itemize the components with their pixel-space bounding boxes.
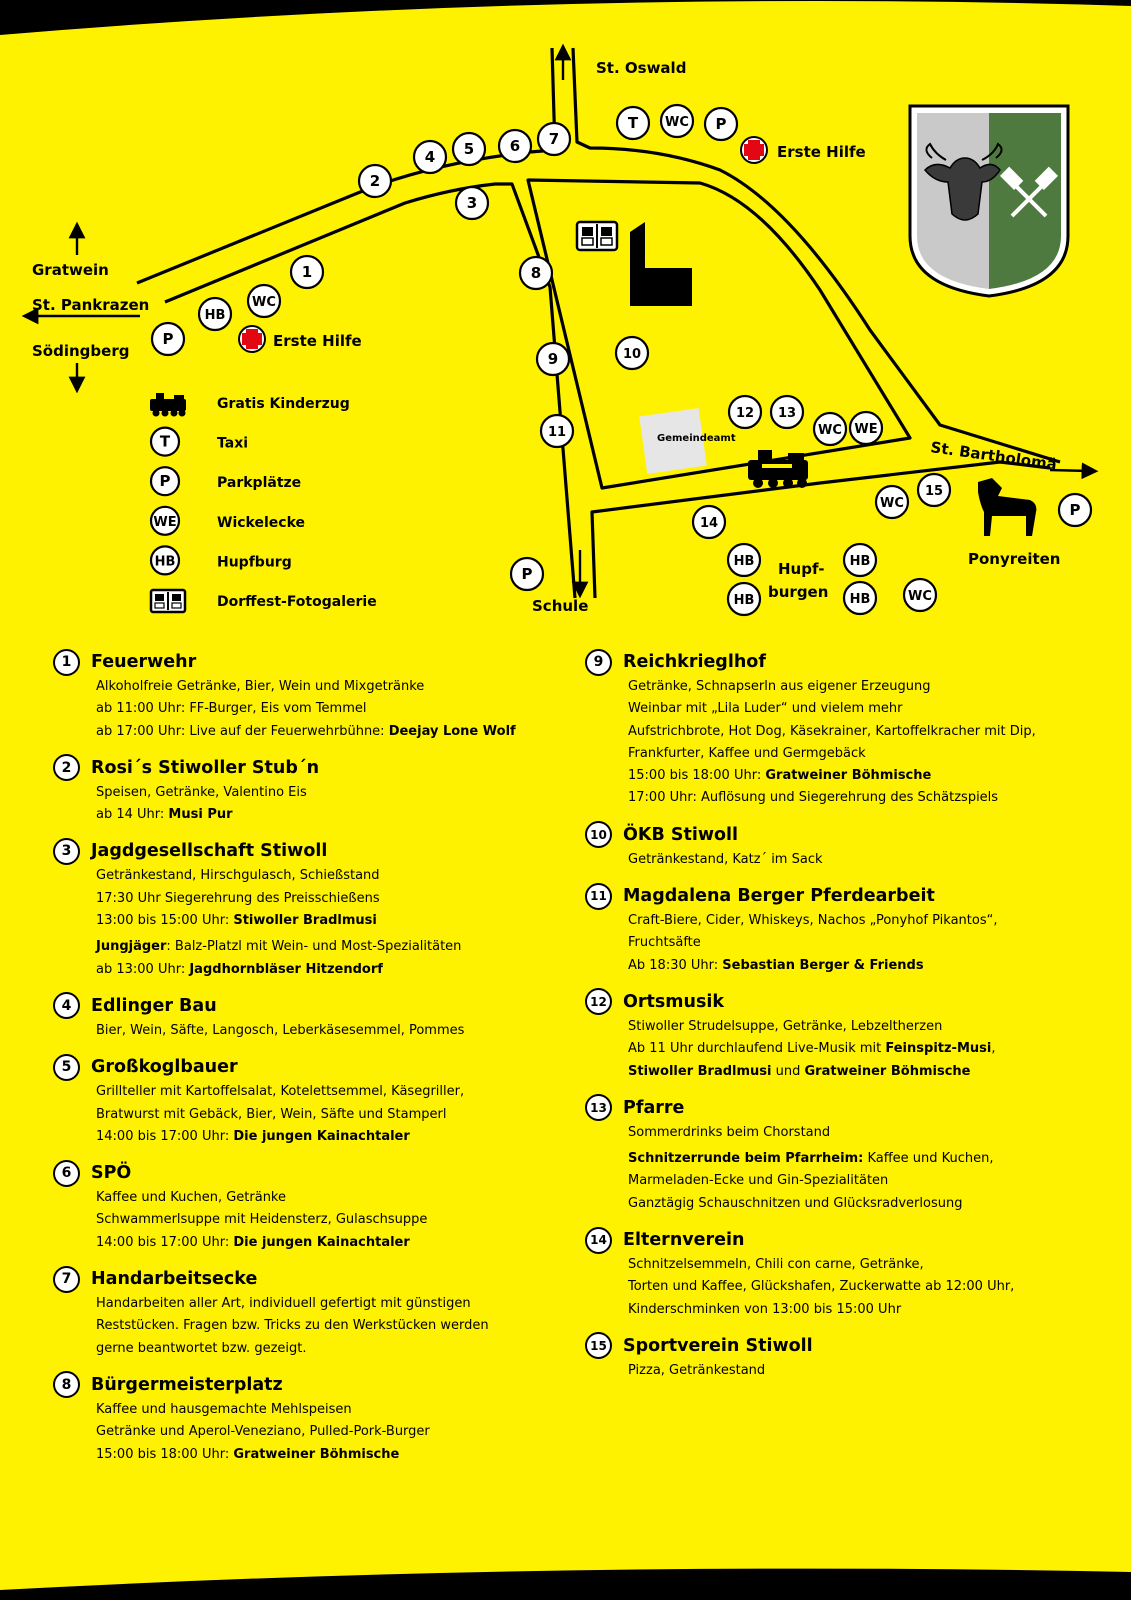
- station-number-badge: 2: [53, 754, 80, 781]
- description-line: [628, 1254, 1036, 1276]
- station-number-badge: 7: [53, 1266, 80, 1293]
- plain-text: Stiwoller Strudelsuppe, Getränke, Lebzeltherzen: [628, 1018, 943, 1034]
- plain-text: Ab 18:30 Uhr:: [628, 957, 723, 973]
- description-line: [96, 1104, 516, 1126]
- legend-label-1: Taxi: [217, 435, 249, 452]
- plain-text: Kaffee und Kuchen,: [863, 1151, 994, 1167]
- plain-text: ,: [991, 1041, 996, 1057]
- wc-marker-text: WC: [818, 423, 842, 438]
- highlight-text: Musi Pur: [168, 807, 233, 823]
- plain-text: Bier, Wein, Säfte, Langosch, Leberkäsesemmel, Pommes: [96, 1022, 465, 1038]
- wickelecke-marker-text: WE: [854, 422, 878, 437]
- plain-text: Torten und Kaffee, Glückshafen, Zuckerwatte ab 12:00 Uhr,: [628, 1279, 1015, 1295]
- description-line: [96, 1126, 516, 1148]
- station-title: Jagdgesellschaft Stiwoll: [91, 841, 328, 862]
- description-line: [628, 1170, 1036, 1192]
- station-marker-2: [359, 165, 391, 197]
- first-aid-cross-icon: [239, 326, 265, 352]
- station-number-badge: 12: [585, 988, 612, 1015]
- hupfburg-marker: [728, 583, 760, 615]
- gemeindeamt-label: Gemeindeamt: [657, 433, 736, 444]
- plain-text: Pizza, Getränkestand: [628, 1362, 766, 1378]
- highlight-text: Gratweiner Böhmische: [765, 768, 932, 784]
- description-line: [96, 888, 516, 910]
- station-title: Reichkrieglhof: [623, 652, 766, 672]
- wc-marker: [876, 486, 908, 518]
- description-line: [628, 1061, 1036, 1083]
- hupfburg-marker-text: HB: [849, 554, 871, 569]
- station-entry-2: [53, 754, 516, 827]
- highlight-text: Stiwoller Bradlmusi: [628, 1063, 772, 1079]
- station-marker-12: [729, 396, 761, 428]
- station-number-badge: 15: [585, 1332, 612, 1359]
- station-header: [585, 988, 1036, 1016]
- station-marker-15: [918, 474, 950, 506]
- parking-marker-text: P: [521, 565, 533, 583]
- parking-marker-text: P: [162, 330, 174, 348]
- description-line: [628, 1299, 1036, 1321]
- legend-hb-marker-text: HB: [154, 554, 176, 570]
- plain-text: Schwammerlsuppe mit Heidensterz, Gulaschsuppe: [96, 1212, 428, 1228]
- station-header: [53, 1265, 516, 1293]
- station-title: Handarbeitsecke: [91, 1269, 258, 1290]
- hupfburgen-label-1: Hupf-: [778, 560, 825, 578]
- description-line: [628, 849, 1036, 871]
- station-number-badge: 8: [53, 1371, 80, 1398]
- station-marker-12-text: 12: [735, 406, 755, 421]
- station-header: [53, 992, 516, 1020]
- hupfburgen-label-2: burgen: [768, 583, 829, 601]
- station-number-badge: 3: [53, 838, 80, 865]
- plain-text: 15:00 bis 18:00 Uhr:: [628, 768, 766, 784]
- description-line: [628, 955, 1036, 977]
- wc-marker-text: WC: [880, 496, 904, 511]
- highlight-text: Deejay Lone Wolf: [388, 723, 516, 739]
- station-marker-13: [771, 396, 803, 428]
- station-description: [96, 1081, 516, 1148]
- station-entry-7: [53, 1265, 516, 1360]
- plain-text: Kaffee und hausgemachte Mehlspeisen: [96, 1401, 352, 1417]
- station-description: [628, 910, 1036, 977]
- parking-marker: [511, 558, 543, 590]
- station-number-badge: 5: [53, 1054, 80, 1081]
- legend-we-marker: [151, 507, 179, 535]
- wickelecke-marker: [850, 412, 882, 444]
- parking-marker-text: P: [1069, 501, 1081, 519]
- parking-marker: [1059, 494, 1091, 526]
- description-line: [96, 1209, 516, 1231]
- station-description: [96, 1187, 516, 1254]
- description-line: [96, 910, 516, 932]
- station-title: Edlinger Bau: [91, 995, 217, 1016]
- description-line: [96, 1315, 516, 1337]
- station-header: [53, 754, 516, 782]
- parking-marker-text: P: [715, 115, 727, 133]
- legend-label-0: Gratis Kinderzug: [217, 396, 350, 412]
- station-entry-1: [53, 648, 516, 743]
- station-title: Ortsmusik: [623, 991, 725, 1012]
- plain-text: 17:00 Uhr: Auflösung und Siegerehrung des Schätzspiels: [628, 790, 999, 806]
- description-line: [96, 1293, 516, 1315]
- station-marker-8: [520, 257, 552, 289]
- station-description: [96, 1020, 516, 1042]
- wc-marker: [248, 285, 280, 317]
- legend-we-marker-text: WE: [153, 514, 177, 530]
- taxi-marker-text: T: [627, 114, 639, 132]
- station-marker-4-text: 4: [424, 148, 436, 166]
- highlight-text: Jagdhornbläser Hitzendorf: [189, 961, 383, 977]
- plain-text: 13:00 bis 15:00 Uhr:: [96, 913, 234, 929]
- wc-marker-text: WC: [908, 589, 932, 604]
- description-line: [96, 1187, 516, 1209]
- highlight-text: Feinspitz-Musi: [885, 1041, 992, 1057]
- hupfburg-marker-text: HB: [849, 592, 871, 607]
- station-title: Elternverein: [623, 1230, 745, 1251]
- plain-text: Getränkestand, Katz´ im Sack: [628, 851, 823, 867]
- legend-t-marker: [151, 428, 179, 456]
- station-marker-14-text: 14: [699, 516, 719, 531]
- plain-text: Fruchtsäfte: [628, 935, 701, 951]
- plain-text: Schnitzelsemmeln, Chili con carne, Getränke,: [628, 1257, 924, 1273]
- station-marker-3-text: 3: [466, 194, 478, 212]
- legend-hb-marker: [151, 546, 179, 574]
- description-line: [628, 721, 1036, 743]
- station-entry-10: [585, 821, 1036, 871]
- plain-text: ab 11:00 Uhr: FF-Burger, Eis vom Temmel: [96, 701, 367, 717]
- plain-text: Reststücken. Fragen bzw. Tricks zu den Werkstücken werden: [96, 1318, 489, 1334]
- wc-marker: [661, 105, 693, 137]
- plain-text: Ganztägig Schauschnitzen und Glücksradverlosung: [628, 1195, 963, 1211]
- station-entry-6: [53, 1159, 516, 1254]
- station-marker-10-text: 10: [622, 347, 642, 362]
- station-header: [53, 837, 516, 865]
- station-header: [53, 1053, 516, 1081]
- description-line: [628, 1148, 1036, 1170]
- description-line: [628, 1016, 1036, 1038]
- station-description: [628, 676, 1036, 810]
- plain-text: Getränkestand, Hirschgulasch, Schießstand: [96, 868, 380, 884]
- photo-gallery-icon: [577, 222, 617, 250]
- plain-text: 15:00 bis 18:00 Uhr:: [96, 1446, 234, 1462]
- station-header: [585, 882, 1036, 910]
- description-line: [628, 1276, 1036, 1298]
- stations-list-right: [585, 648, 1036, 1393]
- station-description: [628, 1360, 1036, 1382]
- description-line: [628, 910, 1036, 932]
- dest-gratwein: Gratwein: [32, 261, 109, 279]
- legend-p-marker-text: P: [159, 472, 171, 491]
- station-title: Großkoglbauer: [91, 1057, 238, 1078]
- description-line: [628, 1193, 1036, 1215]
- station-title: Pfarre: [623, 1097, 685, 1118]
- station-entry-13: [585, 1094, 1036, 1215]
- plain-text: 14:00 bis 17:00 Uhr:: [96, 1128, 234, 1144]
- ponyreiten-label: Ponyreiten: [968, 550, 1061, 568]
- hupfburg-marker-text: HB: [204, 308, 226, 323]
- taxi-marker: [617, 107, 649, 139]
- plain-text: Frankfurter, Kaffee und Germgebäck: [628, 745, 866, 761]
- description-line: [96, 936, 516, 958]
- dest-soedingberg: Södingberg: [32, 342, 130, 360]
- wc-marker: [904, 579, 936, 611]
- station-description: [628, 1122, 1036, 1215]
- station-entry-5: [53, 1053, 516, 1148]
- station-marker-3: [456, 187, 488, 219]
- description-line: [96, 1232, 516, 1254]
- description-line: [96, 865, 516, 887]
- station-number-badge: 1: [53, 649, 80, 676]
- station-marker-5-text: 5: [463, 140, 475, 158]
- station-entry-11: [585, 882, 1036, 977]
- station-marker-7-text: 7: [548, 130, 560, 148]
- wc-marker-text: WC: [252, 295, 276, 310]
- station-description: [96, 782, 516, 827]
- station-number-badge: 4: [53, 992, 80, 1019]
- plain-text: Kaffee und Kuchen, Getränke: [96, 1190, 286, 1206]
- parking-marker: [152, 323, 184, 355]
- hupfburg-marker: [844, 582, 876, 614]
- plain-text: Craft-Biere, Cider, Whiskeys, Nachos „Ponyhof Pikantos“,: [628, 913, 998, 929]
- station-description: [96, 1293, 516, 1360]
- plain-text: Weinbar mit „Lila Luder“ und vielem mehr: [628, 701, 903, 717]
- station-header: [53, 1159, 516, 1187]
- highlight-text: Gratweiner Böhmische: [804, 1063, 971, 1079]
- station-marker-1-text: 1: [301, 263, 313, 281]
- dest-st-oswald: St. Oswald: [596, 59, 687, 77]
- station-marker-1: [291, 256, 323, 288]
- plain-text: 17:30 Uhr Siegerehrung des Preisschießens: [96, 890, 380, 906]
- station-entry-4: [53, 992, 516, 1042]
- description-line: [96, 1444, 516, 1466]
- plain-text: Kinderschminken von 13:00 bis 15:00 Uhr: [628, 1301, 902, 1317]
- arrow-st-bartholomae: [1050, 470, 1090, 471]
- dest-st-bartholomae: St. Bartholomä: [929, 438, 1058, 474]
- station-marker-4: [414, 141, 446, 173]
- description-line: [96, 676, 516, 698]
- highlight-text: Jungjäger: [96, 939, 167, 955]
- highlight-text: Stiwoller Bradlmusi: [233, 913, 377, 929]
- station-marker-7: [538, 123, 570, 155]
- station-number-badge: 13: [585, 1094, 612, 1121]
- description-line: [96, 1020, 516, 1042]
- hupfburg-marker-text: HB: [733, 593, 755, 608]
- legend-photo-gallery-icon: [151, 590, 185, 612]
- station-entry-12: [585, 988, 1036, 1083]
- plain-text: Getränke und Aperol-Veneziano, Pulled-Pork-Burger: [96, 1424, 430, 1440]
- wc-marker-text: WC: [665, 115, 689, 130]
- station-marker-8-text: 8: [530, 264, 542, 282]
- station-entry-14: [585, 1226, 1036, 1321]
- highlight-text: Sebastian Berger & Friends: [722, 957, 924, 973]
- station-marker-5: [453, 133, 485, 165]
- plain-text: 14:00 bis 17:00 Uhr:: [96, 1234, 234, 1250]
- station-description: [628, 849, 1036, 871]
- hupfburg-marker: [199, 298, 231, 330]
- hupfburg-marker: [728, 544, 760, 576]
- station-marker-9: [537, 343, 569, 375]
- description-line: [96, 698, 516, 720]
- station-header: [585, 1332, 1036, 1360]
- parking-marker: [705, 108, 737, 140]
- station-marker-2-text: 2: [369, 172, 381, 190]
- station-description: [96, 865, 516, 980]
- description-line: [628, 1038, 1036, 1060]
- legend-label-5: Dorffest-Fotogalerie: [217, 594, 377, 610]
- highlight-text: Die jungen Kainachtaler: [233, 1234, 410, 1250]
- plain-text: Getränke, Schnapserln aus eigener Erzeugung: [628, 679, 931, 694]
- station-header: [53, 1371, 516, 1399]
- legend-label-2: Parkplätze: [217, 475, 302, 492]
- description-line: [628, 765, 1036, 787]
- station-number-badge: 9: [585, 649, 612, 676]
- description-line: [96, 1338, 516, 1360]
- station-marker-6: [499, 130, 531, 162]
- station-entry-8: [53, 1371, 516, 1466]
- description-line: [628, 1122, 1036, 1144]
- description-line: [628, 932, 1036, 954]
- first-aid-label-west: Erste Hilfe: [273, 332, 362, 350]
- station-marker-9-text: 9: [547, 350, 559, 368]
- plain-text: Sommerdrinks beim Chorstand: [628, 1124, 831, 1140]
- description-line: [96, 1081, 516, 1103]
- station-number-badge: 6: [53, 1160, 80, 1187]
- plain-text: Marmeladen-Ecke und Gin-Spezialitäten: [628, 1173, 889, 1189]
- first-aid-cross-icon: [741, 137, 767, 163]
- description-line: [628, 1360, 1036, 1382]
- station-header: [585, 821, 1036, 849]
- station-title: Magdalena Berger Pferdearbeit: [623, 886, 935, 907]
- plain-text: Grillteller mit Kartoffelsalat, Kotelettsemmel, Käsegriller,: [96, 1084, 465, 1100]
- stations-list-left: [53, 648, 516, 1477]
- station-description: [96, 676, 516, 743]
- station-header: [585, 1094, 1036, 1122]
- coat-of-arms: [910, 106, 1068, 296]
- station-title: Bürgermeisterplatz: [91, 1374, 283, 1395]
- station-marker-11: [541, 415, 573, 447]
- station-description: [96, 1399, 516, 1466]
- station-number-badge: 11: [585, 883, 612, 910]
- plain-text: gerne beantwortet bzw. gezeigt.: [96, 1340, 307, 1356]
- plain-text: ab 14 Uhr:: [96, 807, 169, 823]
- description-line: [96, 804, 516, 826]
- description-line: [96, 1399, 516, 1421]
- station-marker-15-text: 15: [924, 484, 944, 499]
- station-marker-6-text: 6: [509, 137, 521, 155]
- description-line: [96, 721, 516, 743]
- description-line: [96, 959, 516, 981]
- plain-text: Handarbeiten aller Art, individuell gefertigt mit günstigen: [96, 1296, 471, 1312]
- station-marker-14: [693, 506, 725, 538]
- description-line: [96, 782, 516, 804]
- plain-text: Aufstrichbrote, Hot Dog, Käsekrainer, Kartoffelkracher mit Dip,: [628, 723, 1036, 739]
- station-marker-10: [616, 337, 648, 369]
- station-header: [585, 1226, 1036, 1254]
- plain-text: ab 17:00 Uhr: Live auf der Feuerwehrbühne:: [96, 723, 389, 739]
- wc-marker: [814, 413, 846, 445]
- station-description: [628, 1254, 1036, 1321]
- station-number-badge: 14: [585, 1227, 612, 1254]
- station-description: [628, 1016, 1036, 1083]
- plain-text: Speisen, Getränke, Valentino Eis: [96, 784, 307, 800]
- station-marker-13-text: 13: [777, 406, 797, 421]
- station-title: Feuerwehr: [91, 652, 197, 672]
- description-line: [628, 743, 1036, 765]
- station-entry-9: [585, 648, 1036, 810]
- station-title: SPÖ: [91, 1163, 132, 1184]
- station-entry-3: [53, 837, 516, 980]
- plain-text: : Balz-Platzl mit Wein- und Most-Spezialitäten: [166, 939, 462, 955]
- hupfburg-marker: [844, 544, 876, 576]
- plain-text: und: [771, 1063, 805, 1079]
- description-line: [628, 698, 1036, 720]
- station-number-badge: 10: [585, 821, 612, 848]
- highlight-text: Die jungen Kainachtaler: [233, 1128, 410, 1144]
- first-aid-label-north: Erste Hilfe: [777, 143, 866, 161]
- dest-schule: Schule: [532, 597, 589, 615]
- plain-text: Bratwurst mit Gebäck, Bier, Wein, Säfte und Stamperl: [96, 1106, 447, 1122]
- station-entry-15: [585, 1332, 1036, 1382]
- legend-label-4: Hupfburg: [217, 554, 292, 571]
- station-header: [53, 648, 516, 676]
- plain-text: Ab 11 Uhr durchlaufend Live-Musik mit: [628, 1041, 886, 1057]
- description-line: [628, 787, 1036, 809]
- station-title: Rosi´s Stiwoller Stub´n: [91, 757, 320, 778]
- description-line: [628, 676, 1036, 698]
- legend-p-marker: [151, 467, 179, 495]
- plain-text: ab 13:00 Uhr:: [96, 961, 190, 977]
- dest-st-pankrazen: St. Pankrazen: [32, 296, 150, 314]
- station-header: [585, 648, 1036, 676]
- description-line: [96, 1421, 516, 1443]
- highlight-text: Gratweiner Böhmische: [233, 1446, 400, 1462]
- station-marker-11-text: 11: [547, 425, 567, 440]
- hupfburg-marker-text: HB: [733, 554, 755, 569]
- station-title: Sportverein Stiwoll: [623, 1335, 813, 1356]
- legend-label-3: Wickelecke: [217, 514, 305, 531]
- legend-t-marker-text: T: [159, 432, 171, 451]
- highlight-text: Schnitzerrunde beim Pfarrheim:: [628, 1151, 864, 1167]
- plain-text: Alkoholfreie Getränke, Bier, Wein und Mixgetränke: [96, 679, 425, 694]
- station-title: ÖKB Stiwoll: [623, 824, 739, 845]
